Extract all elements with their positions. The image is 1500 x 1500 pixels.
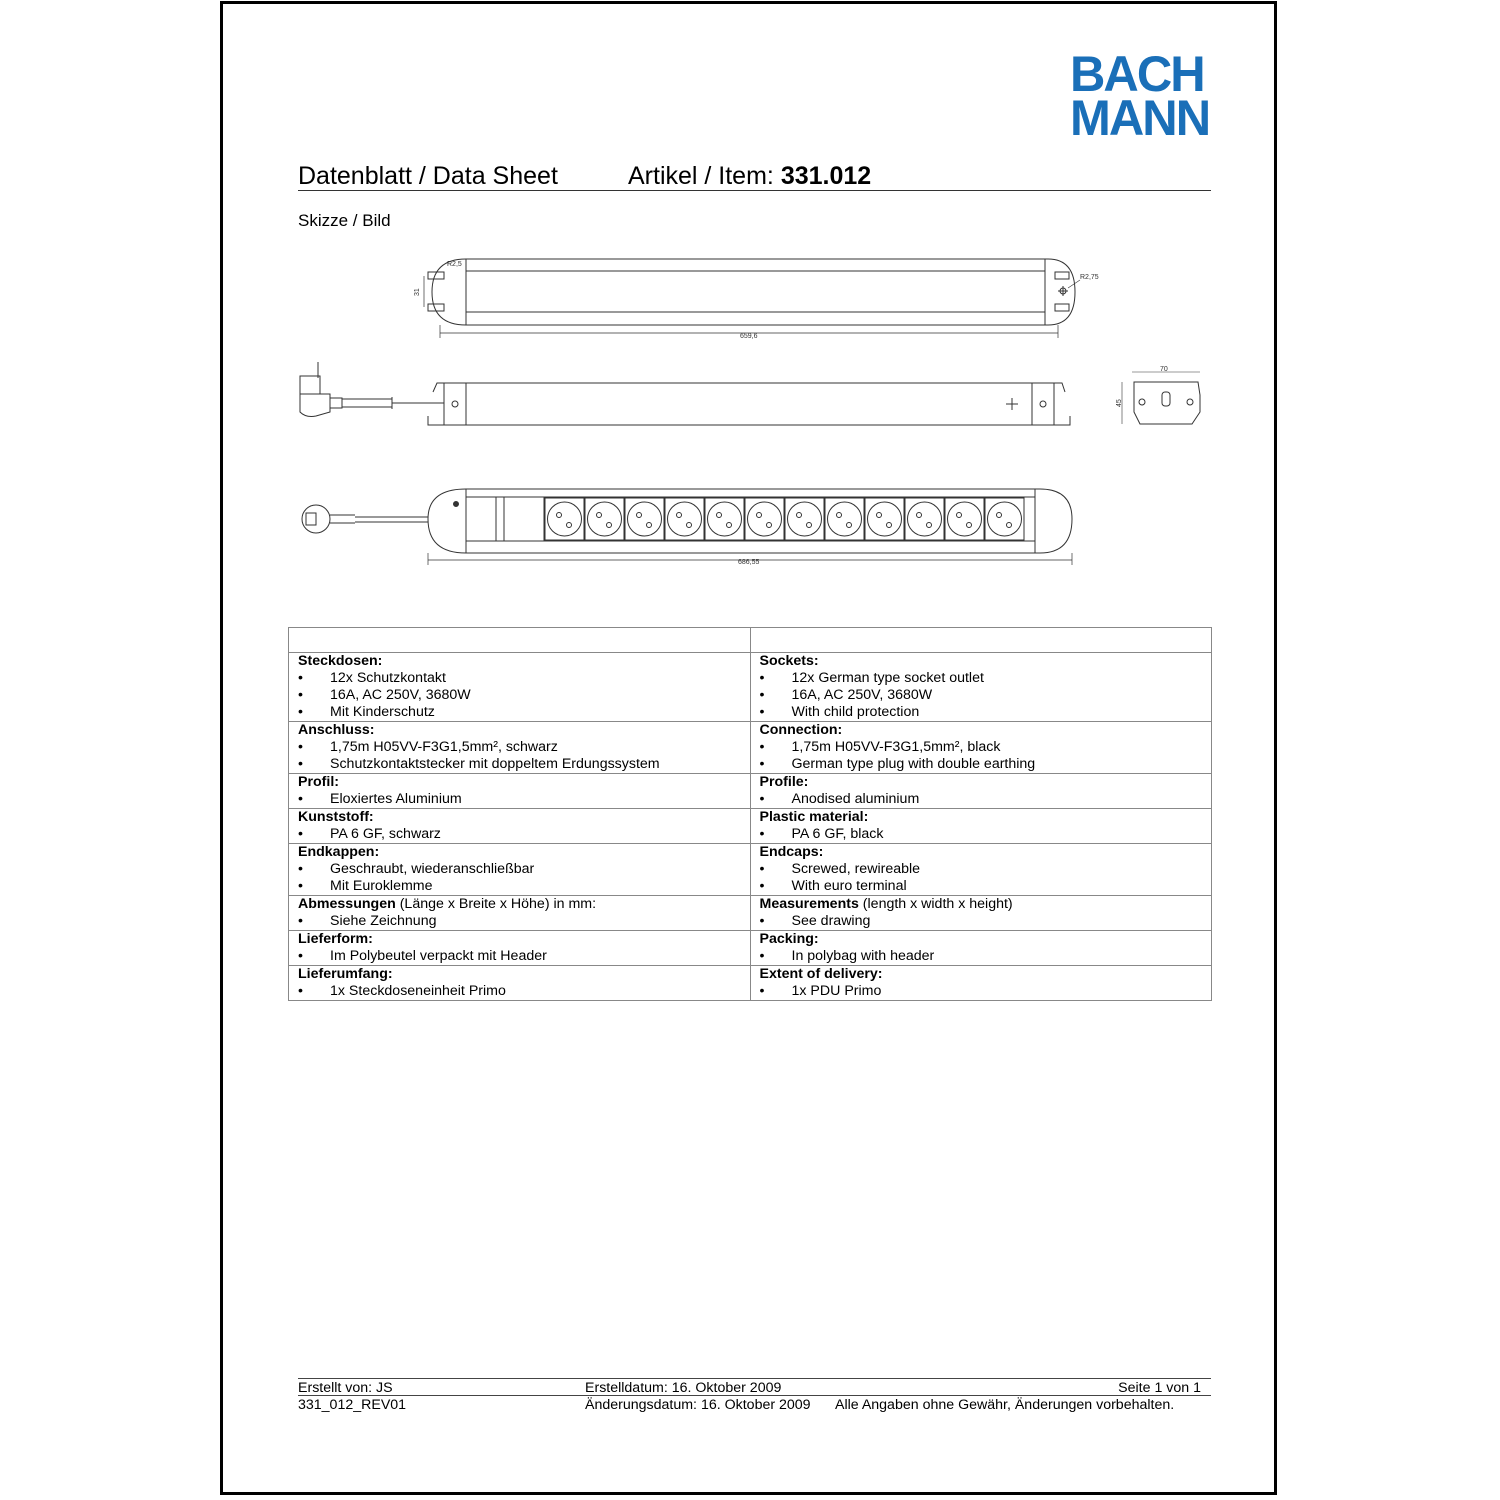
spec-cell-en [750, 931, 1212, 966]
spec-cell-en [750, 722, 1212, 774]
table-row [289, 966, 1212, 1001]
spec-item: • 12x Schutzkontakt [298, 670, 750, 687]
section-title: Plastic material: [759, 809, 869, 825]
specification-table [288, 627, 1212, 1001]
section-title: Profil: [298, 774, 339, 790]
logo-line-2: MANN [1070, 90, 1210, 146]
technical-drawing [0, 0, 1500, 620]
spec-item: • 1,75m H05VV-F3G1,5mm², black [760, 739, 1212, 756]
section-title: Steckdosen: [298, 653, 383, 669]
logo-line-1: BACH [1070, 46, 1204, 102]
spec-item: • Geschraubt, wiederanschließbar [298, 861, 750, 878]
section-title: Lieferumfang: [298, 966, 393, 982]
spec-item: • Mit Euroklemme [298, 878, 750, 895]
spec-item: • Anodised aluminium [760, 791, 1212, 808]
document-id: 331_012_REV01 [298, 1397, 407, 1413]
item-number: 331.012 [780, 162, 872, 190]
section-title: Sockets: [759, 653, 819, 669]
end-view [1116, 366, 1200, 424]
spec-item: • Screwed, rewireable [760, 861, 1212, 878]
section-title: Profile: [759, 774, 809, 790]
spec-cell-en [750, 774, 1212, 809]
section-title: Abmessungen (Länge x Breite x Höhe) in mm: [298, 896, 597, 912]
section-title: Lieferform: [298, 931, 373, 947]
section-title: Endkappen: [298, 844, 380, 860]
section-title-suffix: (Länge x Breite x Höhe) in mm: [395, 896, 597, 912]
table-row [289, 653, 1212, 722]
side-view [300, 362, 1070, 425]
spec-cell-de [289, 896, 751, 931]
section-title: Endcaps: [759, 844, 824, 860]
spec-item: • Siehe Zeichnung [298, 913, 750, 930]
table-row [289, 809, 1212, 844]
spec-item: • See drawing [760, 913, 1212, 930]
spec-item: • Mit Kinderschutz [298, 704, 750, 721]
document-title: Datenblatt / Data Sheet [298, 162, 558, 190]
spec-item: • 16A, AC 250V, 3680W [298, 687, 750, 704]
item-label: Artikel / Item: [628, 162, 774, 190]
top-view [414, 259, 1099, 340]
table-header-row [289, 628, 1212, 653]
dim-side-height: 45 [1116, 399, 1123, 407]
spec-cell-de [289, 722, 751, 774]
section-title: Measurements (length x width x height) [759, 896, 1013, 912]
created-date: Erstelldatum: 16. Oktober 2009 [585, 1380, 782, 1396]
spec-item: • PA 6 GF, schwarz [298, 826, 750, 843]
dim-side-width: 70 [1160, 366, 1168, 373]
spec-item: • With euro terminal [760, 878, 1212, 895]
dim-top-length: 659,6 [740, 333, 758, 340]
disclaimer: Alle Angaben ohne Gewähr, Änderungen vorbehalten. [835, 1397, 1175, 1413]
spec-cell-de [289, 774, 751, 809]
spec-item: • Eloxiertes Aluminium [298, 791, 750, 808]
sketch-label: Skizze / Bild [298, 211, 391, 230]
dim-radius-right: R2,75 [1080, 274, 1099, 281]
table-row [289, 774, 1212, 809]
spec-item: • 1,75m H05VV-F3G1,5mm², schwarz [298, 739, 750, 756]
spec-item: • In polybag with header [760, 948, 1212, 965]
section-title: Anschluss: [298, 722, 375, 738]
table-row [289, 844, 1212, 896]
spec-item: • 16A, AC 250V, 3680W [760, 687, 1212, 704]
section-title-suffix: (length x width x height) [858, 896, 1013, 912]
spec-item: • With child protection [760, 704, 1212, 721]
section-title: Kunststoff: [298, 809, 374, 825]
spec-cell-en [750, 966, 1212, 1001]
dim-radius-left: R2,5 [447, 261, 462, 268]
spec-item: • PA 6 GF, black [760, 826, 1212, 843]
spec-item: • 12x German type socket outlet [760, 670, 1212, 687]
front-view [302, 489, 1072, 566]
spec-item: • Schutzkontaktstecker mit doppeltem Erdungssystem [298, 756, 750, 773]
spec-item: • 1x PDU Primo [760, 983, 1212, 1000]
spec-item: • 1x Steckdoseneinheit Primo [298, 983, 750, 1000]
spec-cell-de [289, 809, 751, 844]
spec-cell-de [289, 653, 751, 722]
dim-hole-spacing: 31 [414, 288, 421, 296]
spec-item: • German type plug with double earthing [760, 756, 1212, 773]
section-title: Extent of delivery: [759, 966, 883, 982]
modified-date: Änderungsdatum: 16. Oktober 2009 [585, 1397, 811, 1413]
section-title: Packing: [759, 931, 819, 947]
spec-item: • Im Polybeutel verpackt mit Header [298, 948, 750, 965]
footer-row-1 [298, 1378, 1211, 1396]
spec-cell-en [750, 809, 1212, 844]
socket-outlets [545, 498, 1024, 540]
spec-cell-de [289, 844, 751, 896]
table-row [289, 931, 1212, 966]
spec-cell-en [750, 896, 1212, 931]
page-number: Seite 1 von 1 [1118, 1380, 1201, 1396]
spec-cell-de [289, 931, 751, 966]
section-title: Connection: [759, 722, 843, 738]
footer-row-2 [298, 1396, 1211, 1412]
spec-cell-en [750, 844, 1212, 896]
spec-cell-de [289, 966, 751, 1001]
table-row [289, 722, 1212, 774]
created-by: Erstellt von: JS [298, 1380, 393, 1396]
dim-bottom-length: 686,55 [738, 559, 760, 566]
table-row [289, 896, 1212, 931]
spec-cell-en [750, 653, 1212, 722]
